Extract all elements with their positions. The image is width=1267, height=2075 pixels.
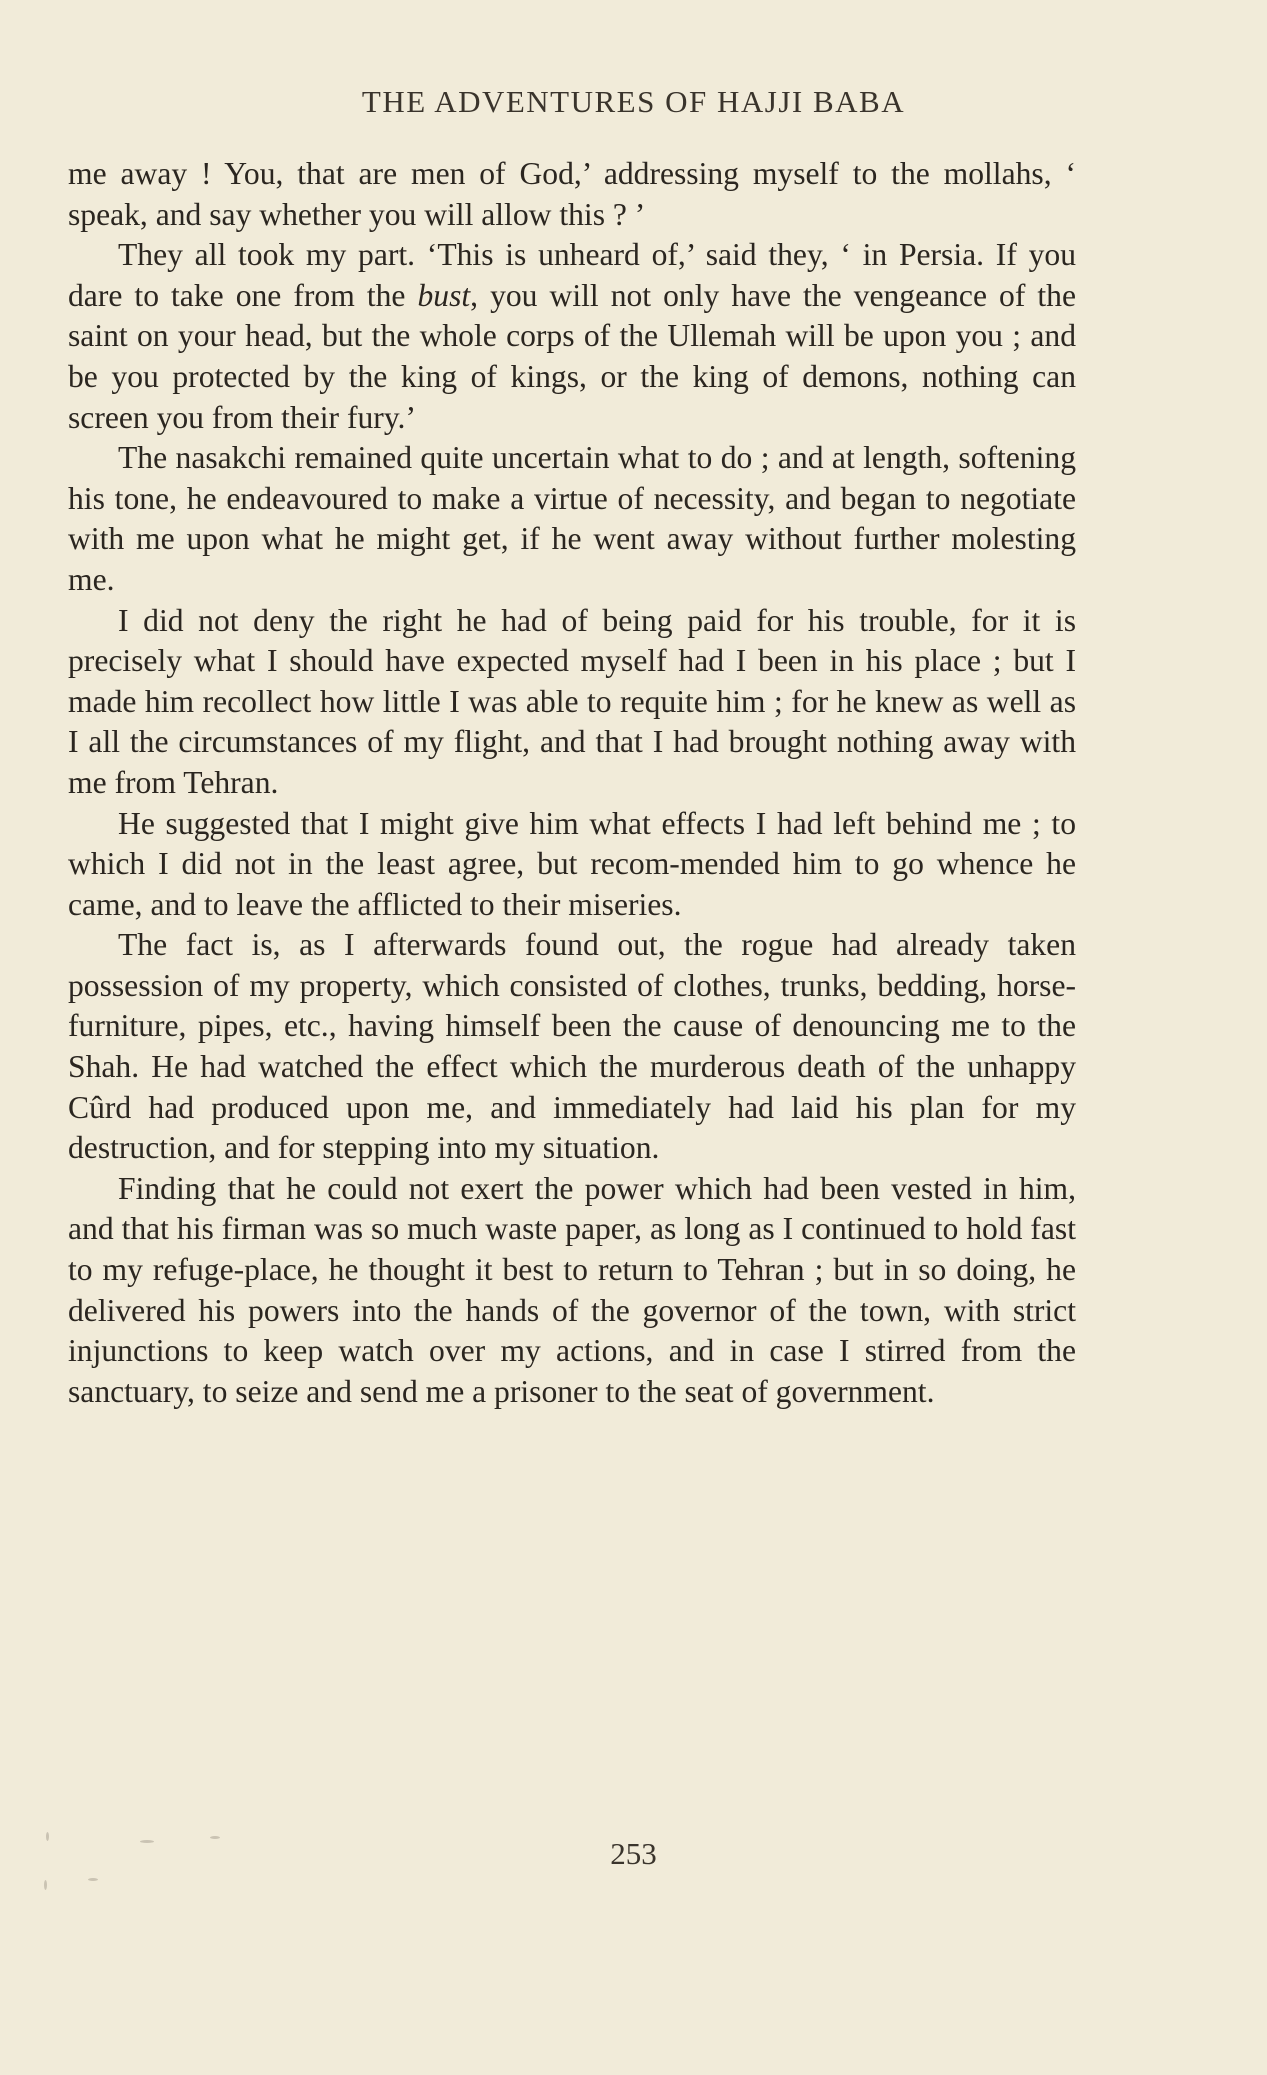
paragraph-2	[68, 235, 1076, 438]
italic-bust: bust	[417, 277, 471, 313]
paper-speck	[46, 1832, 49, 1841]
paper-speck	[44, 1880, 47, 1890]
paper-speck	[140, 1840, 154, 1843]
body-text	[68, 154, 1076, 1412]
paper-speck	[210, 1836, 220, 1839]
paragraph-5: He suggested that I might give him what effects I had left behind me ; to which I did not in the least agree, but recom-mended him to go whence he came, and to leave the afflicted to their miseries.	[68, 805, 1076, 922]
paragraph-6: The fact is, as I afterwards found out, the rogue had already taken possession of my property, which consisted of clothes, trunks, bedding, horse-furniture, pipes, etc., having himself been the cause of denouncing me to the Shah. He had watched the effect which the murderous death of the unhappy Cûrd had produced upon me, and immediately had laid his plan for my destruction, and for stepping into my situation.	[68, 927, 1076, 1166]
paper-speck	[88, 1878, 98, 1881]
paragraph-1: me away ! You, that are men of God,’ addressing myself to the mollahs, ‘ speak, and say whether you will allow this ? ’	[68, 156, 1076, 232]
paragraph-2-part-a: They all took my part. ‘This is unheard of,’ said they, ‘ in Persia. If you dare to take one from the	[68, 237, 1076, 313]
paragraph-3: The nasakchi remained quite uncertain what to do ; and at length, softening his tone, he endeavoured to make a virtue of necessity, and began to negotiate with me upon what he might get, if he went away without further molesting me.	[68, 440, 1076, 597]
paragraph-4: I did not deny the right he had of being paid for his trouble, for it is precisely what I should have expected myself had I been in his place ; but I made him recollect how little I was able to requite him ; for he knew as well as I all the circumstances of my flight, and that I had brought nothing away with me from Tehran.	[68, 602, 1076, 800]
paragraph-2-part-b: , you will not only have the vengeance of the saint on your head, but the whole corps of the Ullemah will be upon you ; and be you protected by the king of kings, or the king of demons, nothing can screen you from their fury.’	[68, 277, 1076, 435]
page-number: 253	[610, 1836, 657, 1871]
running-title: THE ADVENTURES OF HAJJI BABA	[361, 84, 906, 119]
paragraph-7: Finding that he could not exert the power which had been vested in him, and that his firman was so much waste paper, as long as I continued to hold fast to my refuge-place, he thought it best to return to Tehran ; but in so doing, he delivered his powers into the hands of the governor of the town, with strict injunctions to keep watch over my actions, and in case I stirred from the sanctuary, to seize and send me a prisoner to the seat of government.	[68, 1170, 1076, 1409]
